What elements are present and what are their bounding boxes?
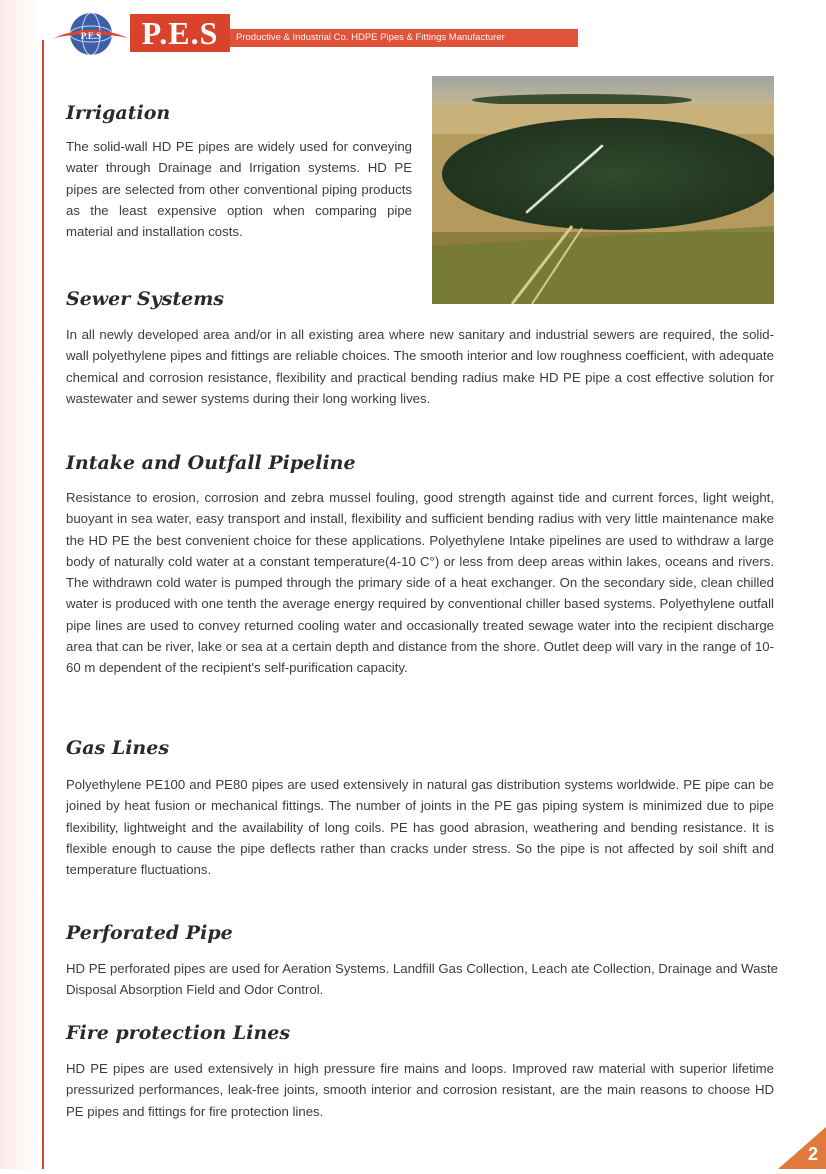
header-tagline: Productive & Industrial Co. HDPE Pipes & Fittings Manufacturer [230, 29, 578, 47]
page-header [0, 0, 826, 60]
section-title-irrigation: Irrigation [66, 102, 171, 124]
section-text-intake-outfall: Resistance to erosion, corrosion and zebra mussel fouling, good strength against tide and current forces, light weight, buoyant in sea water, easy transport and install, flexibility and sufficient bending radius with very little maintenance make the HD PE the best convenient choice for these applications. Polyethylene Intake pipelines are used to withdraw a large body of naturally cold water at a constant temperature(4-10 C°) or less from deep areas within lakes, oceans and rivers. The withdrawn cold water is pumped through the primary side of a heat exchanger. On the secondary side, clean chilled water is produced with one tenth the average energy required by conventional chiller based systems. Polyethylene outfall pipe lines are used to convey returned cooling water and occasionally treated sewage water into the recipient discharge area that can be river, lake or sea at a certain depth and distance from the shore. Outlet deep will vary in the range of 10-60 m dependent of the recipient's self-purification capacity. [66, 490, 774, 676]
section-title-sewer-systems: Sewer Systems [66, 288, 225, 310]
left-margin-tint [0, 0, 40, 1169]
section-text-gas-lines: Polyethylene PE100 and PE80 pipes are used extensively in natural gas distribution systems worldwide. PE pipe can be joined by heat fusion or mechanical fittings. The number of joints in the PE gas piping system is minimized due to pipe flexibility, lightweight and the availability of long coils. PE has good abrasion, weathering and bending resistance. It is flexible enough to cause the pipe deflects rather than cracks under stress. So the pipe is not affected by soil shift and temperature fluctuations. [66, 777, 774, 878]
section-text-sewer-systems: In all newly developed area and/or in all existing area where new sanitary and industrial sewers are required, the solid-wall polyethylene pipes and fittings are reliable choices. The smooth interior and low roughness coefficient, with adequate chemical and corrosion resistance, flexibility and practical bending radius make HD PE pipe a cost effective solution for wastewater and sewer systems during their long working lives. [66, 327, 774, 406]
globe-logo-icon [52, 8, 130, 60]
section-title-intake-outfall: Intake and Outfall Pipeline [66, 452, 356, 474]
brand-wordmark: P.E.S [130, 14, 230, 52]
section-title-perforated-pipe: Perforated Pipe [66, 922, 233, 944]
irrigation-photo [432, 76, 774, 304]
section-text-perforated-pipe: HD PE perforated pipes are used for Aeration Systems. Landfill Gas Collection, Leach ate Collection, Drainage and Waste Disposal Absorption Field and Odor Control. [66, 961, 779, 998]
section-text-fire-protection: HD PE pipes are used extensively in high pressure fire mains and loops. Improved raw material with superior lifetime pressurized performances, leak-free joints, smooth interior and corrosion resistant, are the main reasons to choose HD PE pipes and fittings for fire protection lines. [66, 1061, 774, 1119]
section-text-irrigation: The solid-wall HD PE pipes are widely used for conveying water through Drainage and Irrigation systems. HD PE pipes are selected from other conventional piping products as the least expensive option when comparing pipe material and installation costs. [66, 139, 412, 240]
section-title-gas-lines: Gas Lines [66, 737, 170, 759]
page-number-badge [778, 1127, 826, 1169]
left-margin-rule [42, 40, 44, 1169]
page-number: 2 [807, 1144, 818, 1164]
logo-text: P.E.S [80, 31, 102, 41]
section-title-fire-protection: Fire protection Lines [66, 1022, 291, 1044]
